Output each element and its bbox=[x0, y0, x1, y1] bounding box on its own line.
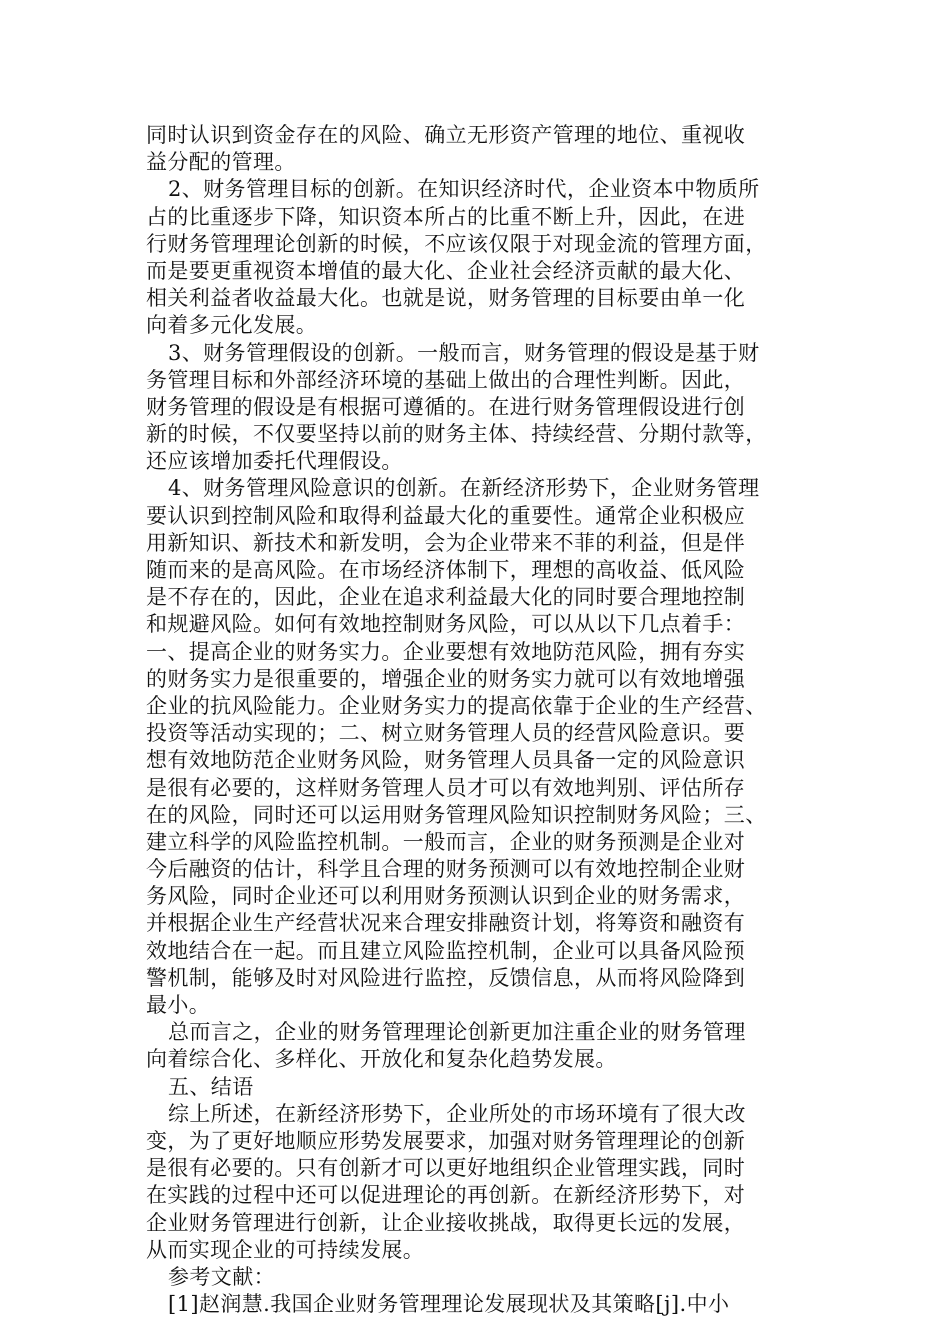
text-line: 企业的抗风险能力。企业财务实力的提高依靠于企业的生产经营、 bbox=[146, 693, 767, 718]
text-line: 一、提高企业的财务实力。企业要想有效地防范风险，拥有夯实 bbox=[146, 639, 746, 664]
document-body bbox=[146, 122, 786, 1318]
text-line: 还应该增加委托代理假设。 bbox=[146, 449, 403, 474]
text-line: 占的比重逐步下降，知识资本所占的比重不断上升，因此，在进 bbox=[146, 204, 746, 229]
text-line: 要认识到控制风险和取得利益最大化的重要性。通常企业积极应 bbox=[146, 503, 746, 528]
text-line: 相关利益者收益最大化。也就是说，财务管理的目标要由单一化 bbox=[146, 286, 746, 311]
text-line: 企业财务管理进行创新，让企业接收挑战，取得更长远的发展， bbox=[146, 1210, 746, 1235]
text-line: 在的风险，同时还可以运用财务管理风险知识控制财务风险；三、 bbox=[146, 802, 767, 827]
text-line: 今后融资的估计，科学且合理的财务预测可以有效地控制企业财 bbox=[146, 857, 746, 882]
text-line: 并根据企业生产经营状况来合理安排融资计划，将筹资和融资有 bbox=[146, 911, 746, 936]
text-line: 用新知识、新技术和新发明，会为企业带来不菲的利益，但是伴 bbox=[146, 530, 746, 555]
text-line: 投资等活动实现的；二、树立财务管理人员的经营风险意识。要 bbox=[146, 721, 746, 746]
text-line: 向着多元化发展。 bbox=[146, 313, 318, 338]
text-line: 变，为了更好地顺应形势发展要求，加强对财务管理理论的创新 bbox=[146, 1128, 746, 1153]
text-line: 综上所述，在新经济形势下，企业所处的市场环境有了很大改 bbox=[168, 1101, 746, 1126]
text-line: 是很有必要的。只有创新才可以更好地组织企业管理实践，同时 bbox=[146, 1156, 746, 1181]
text-line: 2、财务管理目标的创新。在知识经济时代，企业资本中物质所 bbox=[168, 177, 760, 202]
text-line: 是很有必要的，这样财务管理人员才可以有效地判别、评估所存 bbox=[146, 775, 746, 800]
text-line: 而是要更重视资本增值的最大化、企业社会经济贡献的最大化、 bbox=[146, 258, 746, 283]
text-line: 务风险，同时企业还可以利用财务预测认识到企业的财务需求， bbox=[146, 884, 746, 909]
text-line: 新的时候，不仅要坚持以前的财务主体、持续经营、分期付款等， bbox=[146, 422, 767, 447]
text-line: 随而来的是高风险。在市场经济体制下，理想的高收益、低风险 bbox=[146, 558, 746, 582]
text-line: 五、结语 bbox=[168, 1074, 254, 1099]
text-line: 同时认识到资金存在的风险、确立无形资产管理的地位、重视收 bbox=[146, 123, 746, 147]
text-line: 3、财务管理假设的创新。一般而言，财务管理的假设是基于财 bbox=[168, 340, 760, 365]
text-line: 益分配的管理。 bbox=[146, 150, 296, 175]
text-line: 效地结合在一起。而且建立风险监控机制，企业可以具备风险预 bbox=[146, 938, 746, 963]
text-line: 的财务实力是很重要的，增强企业的财务实力就可以有效地增强 bbox=[146, 666, 746, 691]
text-line: 向着综合化、多样化、开放化和复杂化趋势发展。 bbox=[146, 1047, 617, 1072]
text-line: 从而实现企业的可持续发展。 bbox=[146, 1237, 425, 1262]
text-line: 是不存在的，因此，企业在追求利益最大化的同时要合理地控制 bbox=[146, 585, 746, 610]
text-line: 在实践的过程中还可以促进理论的再创新。在新经济形势下，对 bbox=[146, 1183, 746, 1208]
text-line: 最小。 bbox=[146, 993, 211, 1017]
text-line: [1]赵润慧.我国企业财务管理理论发展现状及其策略[j].中小 bbox=[168, 1292, 730, 1317]
text-line: 财务管理的假设是有根据可遵循的。在进行财务管理假设进行创 bbox=[146, 394, 746, 419]
text-line: 4、财务管理风险意识的创新。在新经济形势下，企业财务管理 bbox=[168, 476, 760, 501]
text-line: 和规避风险。如何有效地控制财务风险，可以从以下几点着手： bbox=[146, 612, 746, 637]
text-line: 行财务管理理论创新的时候，不应该仅限于对现金流的管理方面， bbox=[146, 231, 767, 256]
text-line: 务管理目标和外部经济环境的基础上做出的合理性判断。因此， bbox=[146, 367, 746, 392]
text-line: 建立科学的风险监控机制。一般而言，企业的财务预测是企业对 bbox=[146, 829, 746, 854]
text-line: 警机制，能够及时对风险进行监控，反馈信息，从而将风险降到 bbox=[146, 965, 746, 990]
text-line: 参考文献： bbox=[168, 1264, 275, 1289]
text-line: 想有效地防范企业财务风险，财务管理人员具备一定的风险意识 bbox=[146, 748, 746, 773]
text-line: 总而言之，企业的财务管理理论创新更加注重企业的财务管理 bbox=[168, 1020, 746, 1045]
